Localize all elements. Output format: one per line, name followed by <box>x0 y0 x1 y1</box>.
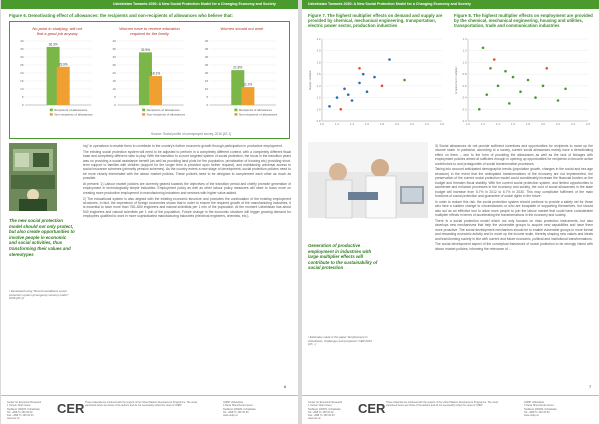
legend-label: Recipients of allowances <box>146 108 180 112</box>
scatter-point <box>482 46 485 49</box>
legend-label: Non-recipients of allowances <box>146 112 185 117</box>
bar-value-label: 23.9% <box>58 62 68 67</box>
right-paragraph: The social development aspect of the conceptual framework of social protection to be strongly linked with labour market policies, informing the relevance of ... <box>435 242 593 251</box>
x-tick-label: 1.4 <box>496 122 500 126</box>
y-tick-label: 0 <box>114 103 116 108</box>
svg-text:CER: CER <box>358 401 386 416</box>
y-tick-label: 1.6 <box>316 72 321 77</box>
scatter-point <box>545 67 548 70</box>
figure7-title: Figure 7. The highest multiplier effects on demand and supply are provided by chemical, mechanical engineering, transportation, electric power sector, production industries <box>308 13 443 28</box>
y-tick-label: 30 <box>20 55 24 60</box>
x-tick-label: 1.0 <box>466 122 470 126</box>
y-tick-label: 40 <box>112 39 116 44</box>
y-tick-label: 20 <box>112 71 116 76</box>
chart-title: Women have to receive education required for the family <box>119 26 180 36</box>
x-tick-label: 2.4 <box>571 122 575 126</box>
page-number: 7 <box>589 384 592 389</box>
y-tick-label: 35 <box>204 47 209 52</box>
y-tick-label: 1.0 <box>316 107 321 112</box>
y-tick-label: 25 <box>112 63 116 68</box>
scatter-point <box>343 87 346 90</box>
scatter-point <box>534 96 537 99</box>
figure7-svg <box>308 33 448 133</box>
x-tick-label: 1.0 <box>320 122 324 126</box>
y-tick-label: 40 <box>204 39 209 44</box>
scatter-point <box>512 76 515 79</box>
y-tick-label: 20 <box>204 71 209 76</box>
figure8-chart <box>454 33 594 133</box>
bar <box>241 87 254 105</box>
right-paragraph: 3) Social allowances do not provide sufficient incentives and opportunities for recipients to move up the income scale. In particular, according to a survey, current social allowances mainly have a demotivating effect on them – due to the form of providing the allowances as well as the lack of linkages with employment policies aimed at sufficient enough in opening up opportunities for recipients to become active contributors to and protagonists of social transformation processes. <box>435 144 593 166</box>
office-photo <box>9 143 57 211</box>
y-tick-label: 35 <box>112 47 116 52</box>
y-tick-label: 0.8 <box>316 119 321 123</box>
y-tick-label: 0 <box>21 103 24 108</box>
y-tick-label: 2.0 <box>316 48 321 53</box>
y-tick-label: 5 <box>206 95 209 100</box>
right-paragraph: There is a social protection model which not only focuses on risks protection instruments, but also develops new mechanisms that help the vulnerable groups to acquire new capabilities and have them more proactive. The social development mechanism should be to enable vulnerable groups in more formal and rewarding economic activity and to move up the income scale, thereby shaping new values and ideals and transforming society in line with current and future economic, political and institutional transformations. <box>435 218 593 241</box>
legend-swatch <box>50 109 53 112</box>
x-tick-label: 2.4 <box>425 122 429 126</box>
y-tick-label: 1.2 <box>462 48 467 53</box>
footer-disclaimer: These materials are produced with the support of the United Nations Development Programme. The views expressed herein are those of the authors and do not necessarily reflect the views of UNDP <box>386 401 499 408</box>
x-tick-label: 2.0 <box>541 122 545 126</box>
left-callout: The new social protection model should not only protect, but also create opportunities to involve people in economic and social activities, thus transforming their values and stereotypes <box>9 218 75 257</box>
legend-label: Non-recipients of allowances <box>54 112 93 117</box>
bar-value-label: 36.3% <box>48 42 58 47</box>
y-tick-label: 1.4 <box>462 37 467 41</box>
y-tick-label: 1.4 <box>316 83 321 88</box>
right-page <box>302 0 599 424</box>
y-tick-label: 0 <box>206 103 209 108</box>
legend-swatch <box>142 113 145 116</box>
scatter-point <box>527 79 530 82</box>
left-paragraph: 2) The educational system is also aligned with the existing economic structure and promotes the continuation of the existing employment structures. In fact, the experience of foreign economies shows that in order to ensure the required growth of the manufacturing industries, it is essential to have more than 750–800 engineers and natural scientists per 1 mln of the population. At the moment Uzbekistan has about 540 engineers and natural scientists per 1 mln of the population. Future change in the economic structure will trigger growing demand for employees qualified to work in more sophisticated manufacturing industries (electrical engineers, chemists, etc.). <box>83 196 291 219</box>
y-tick-label: 5 <box>114 95 116 100</box>
scatter-point <box>328 105 331 108</box>
scatter-point <box>373 76 376 79</box>
bar <box>57 67 70 105</box>
x-tick-label: 2.0 <box>395 122 399 126</box>
x-tick-label: 2.2 <box>410 122 414 126</box>
y-tick-label: 1.2 <box>316 95 321 100</box>
x-tick-label: 1.2 <box>481 122 485 126</box>
x-tick-label: 2.6 <box>586 122 590 126</box>
footer-undp: UNDP Uzbekistan 4 Taras Shevchenko street Tashkent 100029, Uzbekistan Tel: +998 71 120 34 50 www.undp.uz <box>223 401 256 418</box>
x-tick-label: 2.2 <box>556 122 560 126</box>
legend-label: Recipients of allowances <box>238 108 272 112</box>
left-page <box>1 0 298 424</box>
scatter-point <box>519 90 522 93</box>
left-body <box>83 144 291 220</box>
footer-address: Center for Economic Research 1 Usmon Nosir street Tashkent 100070, Uzbekistan Tel: +998 71 150 02 02 Fax: +998 71 150 02 03 www.cer.uz <box>7 401 42 421</box>
scatter-point <box>485 93 488 96</box>
x-tick-label: 2.6 <box>440 122 444 126</box>
scatter-point <box>557 99 560 102</box>
y-tick-label: 25 <box>204 63 209 68</box>
bar-value-label: 18.1% <box>151 71 161 76</box>
y-tick-label: 20 <box>20 71 24 76</box>
y-axis-label: Employment multiplier <box>454 66 458 94</box>
left-paragraph: The existing social protection system will need to be adjusted to perform in a completely different context, with a completely different fiscal base and completely different rules to play. With the transition to a more targeted system of social protection, the focus in the transition years was on providing a social assistance benefit (as well as providing land plots for the population, privatization of housing etc) providing short-term support to families with children (support for the longer term is provided upon further request), and maintaining universal access to social insurance schemes (primarily pension schemes). As the country enters a new stage of development, social protection policies need to be more closely interrelated with the labour market policies. These policies need to be designed to complement each other as much as possible. <box>83 149 291 181</box>
footer-address: Center for Economic Research 1 Usmon Nosir street Tashkent 100070, Uzbekistan Tel: +998 71 150 02 02 Fax: +998 71 150 02 03 www.cer.uz <box>308 401 343 421</box>
y-tick-label: 10 <box>112 87 116 92</box>
legend-swatch <box>50 113 53 116</box>
figure7-chart <box>308 33 448 133</box>
scatter-point <box>497 85 500 88</box>
y-tick-label: 0.6 <box>462 83 467 88</box>
left-paragraph: ing" in operations to enable them to contribute to the country's further economic growth through participation in productive employment. <box>83 144 283 148</box>
legend-label: Non-recipients of allowances <box>238 112 278 117</box>
y-tick-label: 5 <box>21 95 24 100</box>
figure6-svg <box>11 23 288 129</box>
x-tick-label: 1.2 <box>335 122 339 126</box>
y-tick-label: 10 <box>204 87 209 92</box>
x-tick-label: 1.6 <box>365 122 369 126</box>
scatter-point <box>564 87 567 90</box>
y-tick-label: 2.2 <box>316 37 321 41</box>
scatter-point <box>381 85 384 88</box>
y-tick-label: 25 <box>20 63 24 68</box>
y-tick-label: 0.8 <box>462 72 467 77</box>
x-tick-label: 1.8 <box>526 122 530 126</box>
scatter-point <box>358 82 361 85</box>
right-footnote: ¹ Estimates made in the paper "Employment in Uzbekistan: challenges and prospects" CER 2015 [AT-...] <box>308 335 372 347</box>
left-footnote: ¹ Developed using "Recommendations social protection system (emergency version) matrix", 2016 [AT-1] <box>9 289 70 301</box>
cer-logo <box>358 400 386 416</box>
legend-swatch <box>234 109 237 112</box>
page-header: Uzbekistan Towards 2030: A New Social Protection Model for a Changing Economy and Society <box>1 0 298 9</box>
chart-title: No point in studying, will not find a good job anyway <box>32 26 82 36</box>
scatter-point <box>388 58 391 61</box>
workers-photo <box>308 142 428 218</box>
figure6-title: Figure 6. Demotivating effect of allowances: the recipients and non-recipients of allowances who believe that: <box>9 13 233 18</box>
bar-value-label: 32.9% <box>140 47 150 52</box>
right-body <box>435 144 593 252</box>
scatter-point <box>339 108 342 111</box>
scatter-point <box>508 102 511 105</box>
bar-value-label: 11.2% <box>243 82 253 87</box>
scatter-point <box>336 96 339 99</box>
legend-label: Recipients of allowances <box>54 108 88 112</box>
y-tick-label: 35 <box>20 47 24 52</box>
right-paragraph: In order to reduce this risk, the social protection system should continue to provide a safety net for those who face a sudden change to circumstances or who are incapable of supporting themselves, but should also act as an effective tool to allow more people to join the labour market that could have considerable multiplier effects in terms of accelerating the transformations in the economy and society. <box>435 199 593 218</box>
legend-swatch <box>142 109 145 112</box>
scatter-point <box>504 70 507 73</box>
cer-logo <box>57 400 85 416</box>
y-tick-label: 15 <box>204 79 209 84</box>
footer-undp: UNDP Uzbekistan 4 Taras Shevchenko street Tashkent 100029, Uzbekistan Tel: +998 71 120 34 50 www.undp.uz <box>524 401 557 418</box>
page-number: 6 <box>284 384 287 389</box>
right-paragraph: Taking into account anticipated demographic trends (population growth, changes in the social and sex-age structure) in the event that the anticipated transformations of the economy are not implemented, the preservation of the current social protection model could considerably increase the financial burden on the budget and threaten fiscal stability. With the current social protection system, and limited opportunities to accelerate and enhance processes in the economy and society, the cost of social allowances in the state budget will increase from 5.7% in 2012 to 6.7% in 2030. This may complicate fulfilment of the main functions of social protection and guarantee of social rights in the future. <box>435 167 593 199</box>
bar-value-label: 21.8% <box>233 65 243 70</box>
scatter-point <box>493 58 496 61</box>
right-callout: Generation of productive employment in industries with large multiplier effects will contribute to the sustainability of social protection <box>308 243 378 271</box>
scatter-point <box>366 90 369 93</box>
y-tick-label: 0.0 <box>462 119 467 123</box>
scatter-point <box>351 99 354 102</box>
left-paragraph: At present: 1) Labour market policies are currently geared towards the objectives of the transition period and chiefly promote generation of employment in technologically simple industries. Employment policy as well as other labour policy measures will need to focus more on creating more productive employment in manufacturing industries and services with higher value-added. <box>83 182 291 195</box>
y-tick-label: 15 <box>20 79 24 84</box>
x-tick-label: 1.8 <box>380 122 384 126</box>
chart-title: Women should not work <box>220 26 264 31</box>
y-tick-label: 0.2 <box>462 107 467 112</box>
legend-swatch <box>234 113 237 116</box>
figure6-charts <box>11 23 288 129</box>
page-footer <box>302 395 599 424</box>
scatter-point <box>542 85 545 88</box>
y-tick-label: 30 <box>112 55 116 60</box>
scatter-point <box>478 108 481 111</box>
y-axis-label: Supply multiplier <box>308 69 312 91</box>
figure8-svg <box>454 33 594 133</box>
page-header: Uzbekistan Towards 2030: A New Social Protection Model for a Changing Economy and Society <box>302 0 599 9</box>
y-tick-label: 15 <box>112 79 116 84</box>
figure6-source: Source: Social profile of unemployed survey, 2016 [AT-1] <box>151 132 231 136</box>
y-tick-label: 1.8 <box>316 60 321 65</box>
svg-text:CER: CER <box>57 401 85 416</box>
x-tick-label: 1.4 <box>350 122 354 126</box>
figure8-title: Figure 8. The highest multiplier effects on employment are provided by the chemical, mechanical engineering, housing and utilities, transportation, trade and communication industries <box>454 13 593 28</box>
y-tick-label: 0.4 <box>462 95 467 100</box>
scatter-point <box>403 79 406 82</box>
scatter-point <box>362 73 365 76</box>
scatter-point <box>347 93 350 96</box>
page-footer <box>1 395 298 424</box>
y-tick-label: 40 <box>20 39 24 44</box>
y-tick-label: 30 <box>204 55 209 60</box>
y-tick-label: 10 <box>20 87 24 92</box>
scatter-point <box>489 67 492 70</box>
scatter-point <box>358 67 361 70</box>
x-tick-label: 1.6 <box>511 122 515 126</box>
bar <box>149 76 162 105</box>
y-tick-label: 1.0 <box>462 60 467 65</box>
footer-disclaimer: These materials are produced with the support of the United Nations Development Programme. The views expressed herein are those of the authors and do not necessarily reflect the views of UNDP <box>85 401 198 408</box>
